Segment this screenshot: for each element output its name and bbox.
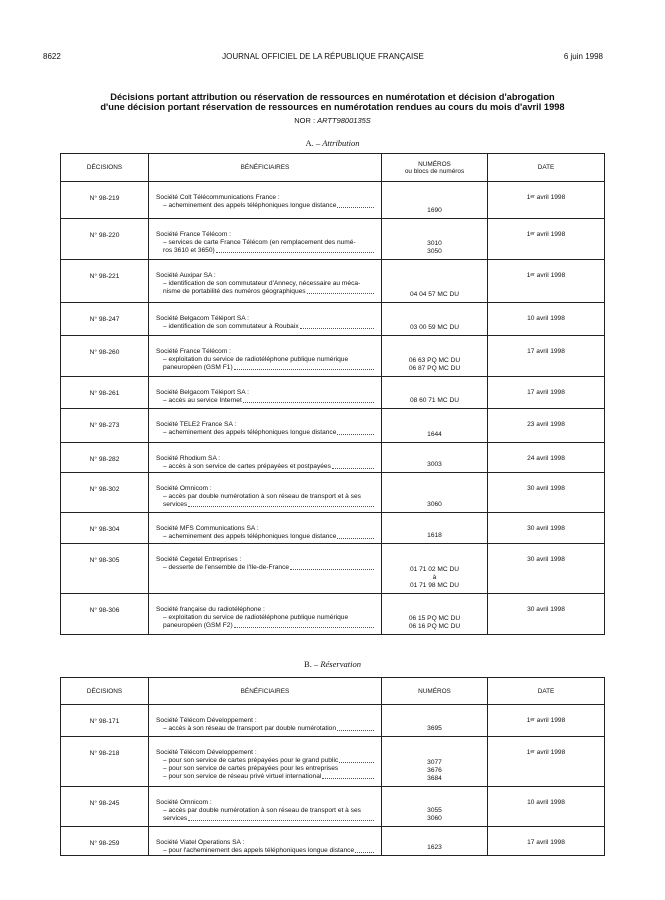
service-text: – accès par double numérotation à son réseau de transport et à ses xyxy=(163,807,361,814)
company-name: Société Télécom Développement : xyxy=(156,717,257,724)
numbers-cell xyxy=(382,737,488,787)
beneficiary-cell xyxy=(149,303,382,336)
service-item xyxy=(163,247,375,255)
numbers-cell xyxy=(382,303,488,336)
decision-date: 10 avril 1998 xyxy=(488,787,605,827)
dot-leader xyxy=(337,202,374,208)
numbers-list xyxy=(382,594,487,631)
dot-leader xyxy=(216,247,374,253)
service-item xyxy=(163,564,375,572)
col-decisions: DÉCISIONS xyxy=(61,154,149,182)
numbers-list xyxy=(382,336,487,373)
decision-number: N° 98-247 xyxy=(61,303,149,336)
beneficiary-cell xyxy=(149,737,382,787)
decision-number: N° 98-261 xyxy=(61,377,149,409)
section-a-label: A. – xyxy=(305,138,321,148)
number-value: 04 04 57 MC DU xyxy=(409,291,460,298)
section-a-heading xyxy=(60,138,605,148)
decision-number: N° 98-220 xyxy=(61,219,149,260)
dot-leader xyxy=(300,323,374,329)
service-item xyxy=(163,356,375,364)
service-text: paneuropéen (GSM F2) xyxy=(163,622,233,629)
decision-date: 17 avril 1998 xyxy=(488,336,605,377)
company-name: Société Cegetel Entreprises : xyxy=(156,556,242,563)
numbers-cell xyxy=(382,594,488,635)
title-line-1: Décisions portant attribution ou réservation de ressources en numérotation et décision d'abrogation xyxy=(110,92,555,102)
decision-date: 17 avril 1998 xyxy=(488,827,605,856)
service-item xyxy=(163,614,375,622)
service-text: – acheminement des appels téléphoniques longue distance xyxy=(163,202,337,209)
dot-leader xyxy=(290,564,374,570)
reservation-table xyxy=(60,677,605,856)
beneficiary-cell xyxy=(149,594,382,635)
service-text: – accès à son réseau de transport par double numérotation xyxy=(163,725,337,732)
service-text: – pour son service de cartes prépayées pour le grand public xyxy=(163,757,339,764)
service-text: paneuropéen (GSM F1) xyxy=(163,364,233,371)
number-value: 3055 xyxy=(427,807,442,814)
company-name: Société Omnicom : xyxy=(156,799,212,806)
title-line-2: d'une décision portant réservation de ressources en numérotation rendues au cours du mois d'avril 1998 xyxy=(100,102,565,112)
number-value: 01 71 02 MC DU xyxy=(409,566,460,573)
number-value: 3676 xyxy=(427,767,442,774)
number-value: 06 63 PQ MC DU xyxy=(408,357,461,364)
service-item xyxy=(163,397,375,405)
numbers-list xyxy=(382,377,487,405)
number-value: 3077 xyxy=(427,759,442,766)
decision-number: N° 98-219 xyxy=(61,182,149,219)
service-text: – exploitation du service de radiotéléphone publique numérique xyxy=(163,614,349,621)
table-row xyxy=(61,336,605,377)
dot-leader xyxy=(188,501,374,507)
section-a-title: Attribution xyxy=(322,138,360,148)
beneficiary-cell xyxy=(149,544,382,594)
beneficiary-cell xyxy=(149,219,382,260)
company-name: Société TELE2 France SA : xyxy=(156,421,237,428)
document-title xyxy=(60,92,605,112)
company-name: Société Rhodium SA : xyxy=(156,455,221,462)
service-item xyxy=(163,280,375,288)
numbers-cell xyxy=(382,473,488,513)
numbers-cell xyxy=(382,705,488,737)
numbers-cell xyxy=(382,544,488,594)
service-item xyxy=(163,429,375,437)
numbers-cell xyxy=(382,827,488,856)
dot-leader xyxy=(188,815,374,821)
numbers-list xyxy=(382,260,487,299)
decision-date: 1er avril 1998 xyxy=(488,182,605,219)
col-numeros: NUMÉROS xyxy=(382,678,488,705)
decision-date: 30 avril 1998 xyxy=(488,513,605,544)
company-name: Société France Télécom : xyxy=(156,348,232,355)
table-row xyxy=(61,443,605,473)
journal-title: JOURNAL OFFICIEL DE LA RÉPUBLIQUE FRANÇAISE xyxy=(222,52,424,61)
service-text: – pour l'acheminement des appels téléphoniques longue distance xyxy=(163,847,355,854)
service-text: – pour son service de cartes prépayées pour les entreprises xyxy=(163,765,339,772)
nor-label: NOR : xyxy=(294,116,316,125)
beneficiary-cell xyxy=(149,827,382,856)
decision-number: N° 98-221 xyxy=(61,260,149,303)
col-numeros xyxy=(382,154,488,182)
decision-date: 23 avril 1998 xyxy=(488,409,605,443)
dot-leader xyxy=(322,773,374,779)
numbers-list xyxy=(382,827,487,852)
service-text: – identification de son commutateur d'Annecy, nécessaire au méca- xyxy=(163,280,361,287)
table-row xyxy=(61,377,605,409)
service-item xyxy=(163,773,375,781)
table-row xyxy=(61,219,605,260)
decision-number: N° 98-282 xyxy=(61,443,149,473)
number-value: 1644 xyxy=(427,431,442,438)
number-value: 3684 xyxy=(427,775,442,782)
numbers-list xyxy=(382,473,487,509)
section-b-title: Réservation xyxy=(320,659,361,669)
number-value: 06 87 PQ MC DU xyxy=(408,365,461,372)
service-item xyxy=(163,847,375,855)
numbers-list xyxy=(382,787,487,823)
number-value: 06 15 PQ MC DU xyxy=(408,615,461,622)
decision-date: 17 avril 1998 xyxy=(488,377,605,409)
service-item xyxy=(163,288,375,296)
service-text: – desserte de l'ensemble de l'Ile-de-France xyxy=(163,564,290,571)
dot-leader xyxy=(337,429,374,435)
col-numeros-subtitle: ou blocs de numéros xyxy=(404,167,465,175)
number-value: 01 71 98 MC DU xyxy=(409,582,460,589)
number-value: 1618 xyxy=(427,532,442,539)
number-value: 08 60 71 MC DU xyxy=(409,397,460,404)
beneficiary-cell xyxy=(149,705,382,737)
service-item xyxy=(163,765,375,773)
numbers-cell xyxy=(382,787,488,827)
numbers-list xyxy=(382,409,487,439)
col-decisions: DÉCISIONS xyxy=(61,678,149,705)
number-value: 03 00 59 MC DU xyxy=(409,324,460,331)
beneficiary-cell xyxy=(149,336,382,377)
section-b-heading xyxy=(60,659,605,669)
col-beneficiaires: BÉNÉFICIAIRES xyxy=(149,154,382,182)
number-value: à xyxy=(432,574,437,581)
service-item xyxy=(163,364,375,372)
service-item xyxy=(163,239,375,247)
decision-date: 24 avril 1998 xyxy=(488,443,605,473)
decision-date: 30 avril 1998 xyxy=(488,594,605,635)
number-value: 3060 xyxy=(427,815,442,822)
numbers-list xyxy=(382,513,487,540)
attribution-table xyxy=(60,153,605,635)
beneficiary-cell xyxy=(149,513,382,544)
service-item xyxy=(163,323,375,331)
numbers-list xyxy=(382,544,487,590)
company-name: Société Omnicom : xyxy=(156,485,212,492)
number-value: 3050 xyxy=(427,248,442,255)
dot-leader xyxy=(234,622,374,628)
service-item xyxy=(163,493,375,501)
number-value: 1690 xyxy=(427,207,442,214)
service-text: – exploitation du service de radiotéléphone publique numérique xyxy=(163,356,349,363)
numbers-list xyxy=(382,443,487,469)
decision-date: 1er avril 1998 xyxy=(488,705,605,737)
page-number: 8622 xyxy=(43,52,61,61)
dot-leader xyxy=(337,725,374,731)
numbers-cell xyxy=(382,182,488,219)
decision-number: N° 98-260 xyxy=(61,336,149,377)
table-row xyxy=(61,787,605,827)
decision-number: N° 98-306 xyxy=(61,594,149,635)
service-text: – accès par double numérotation à son réseau de transport et à ses xyxy=(163,493,361,500)
numbers-cell xyxy=(382,336,488,377)
company-name: Société Auxipar SA : xyxy=(156,272,216,279)
table-row xyxy=(61,473,605,513)
number-value: 3003 xyxy=(427,461,442,468)
number-value: 1623 xyxy=(427,844,442,851)
company-name: Société Colt Télécommunications France : xyxy=(156,194,280,201)
service-text: services xyxy=(163,501,188,508)
table-header-row xyxy=(61,678,605,705)
decision-number: N° 98-302 xyxy=(61,473,149,513)
table-row xyxy=(61,737,605,787)
nor-value: ARTT9800135S xyxy=(317,116,371,125)
service-text: ros 3610 et 3650) xyxy=(163,247,215,254)
numbers-cell xyxy=(382,377,488,409)
beneficiary-cell xyxy=(149,260,382,303)
service-text: – accès au service Internet xyxy=(163,397,242,404)
dot-leader xyxy=(243,397,374,403)
beneficiary-cell xyxy=(149,787,382,827)
decision-date: 30 avril 1998 xyxy=(488,544,605,594)
decision-date: 10 avril 1998 xyxy=(488,303,605,336)
decision-number: N° 98-171 xyxy=(61,705,149,737)
service-text: – identification de son commutateur à Roubaix xyxy=(163,323,299,330)
decision-number: N° 98-305 xyxy=(61,544,149,594)
col-beneficiaires: BÉNÉFICIAIRES xyxy=(149,678,382,705)
table-row xyxy=(61,182,605,219)
service-item xyxy=(163,501,375,509)
page-header xyxy=(43,52,603,66)
number-value: 3695 xyxy=(427,725,442,732)
beneficiary-cell xyxy=(149,377,382,409)
decision-number: N° 98-304 xyxy=(61,513,149,544)
beneficiary-cell xyxy=(149,182,382,219)
service-text: – services de carte France Télécom (en remplacement des numé- xyxy=(163,239,356,246)
number-value: 3060 xyxy=(427,501,442,508)
company-name: Société MFS Communications SA : xyxy=(156,525,259,532)
decision-date: 1er avril 1998 xyxy=(488,737,605,787)
company-name: Société Belgacom Téléport SA : xyxy=(156,389,249,396)
nor-reference xyxy=(60,116,605,125)
dot-leader xyxy=(332,463,374,469)
service-text: – pour son service de réseau privé virtuel international xyxy=(163,773,322,780)
dot-leader xyxy=(234,364,374,370)
dot-leader xyxy=(339,757,374,763)
numbers-cell xyxy=(382,443,488,473)
col-numeros-title: NUMÉROS xyxy=(418,160,451,168)
number-value: 06 16 PQ MC DU xyxy=(408,623,461,630)
table-row xyxy=(61,544,605,594)
company-name: Société française du radiotéléphone : xyxy=(156,606,265,613)
issue-date: 6 juin 1998 xyxy=(563,52,603,61)
service-item xyxy=(163,757,375,765)
table-row xyxy=(61,409,605,443)
service-text: – acheminement des appels téléphoniques longue distance xyxy=(163,429,337,436)
beneficiary-cell xyxy=(149,409,382,443)
decision-number: N° 98-273 xyxy=(61,409,149,443)
company-name: Société Belgacom Téléport SA : xyxy=(156,315,249,322)
numbers-list xyxy=(382,219,487,256)
numbers-cell xyxy=(382,219,488,260)
beneficiary-cell xyxy=(149,473,382,513)
dot-leader xyxy=(307,288,374,294)
table-row xyxy=(61,303,605,336)
decision-date: 30 avril 1998 xyxy=(488,473,605,513)
numbers-cell xyxy=(382,409,488,443)
service-item xyxy=(163,725,375,733)
table-row xyxy=(61,705,605,737)
service-text: – accès à son service de cartes prépayées et postpayées xyxy=(163,463,331,470)
service-text: services xyxy=(163,815,188,822)
company-name: Société Viatel Operations SA : xyxy=(156,839,245,846)
decision-date: 1er avril 1998 xyxy=(488,260,605,303)
numbers-list xyxy=(382,182,487,215)
service-item xyxy=(163,622,375,630)
company-name: Société Télécom Développement : xyxy=(156,749,257,756)
decision-number: N° 98-245 xyxy=(61,787,149,827)
numbers-list xyxy=(382,303,487,332)
numbers-list xyxy=(382,705,487,733)
numbers-cell xyxy=(382,260,488,303)
table-row xyxy=(61,513,605,544)
service-text: nisme de portabilité des numéros géographiques xyxy=(163,288,306,295)
numbers-list xyxy=(382,737,487,783)
col-date: DATE xyxy=(488,678,605,705)
col-date: DATE xyxy=(488,154,605,182)
service-item xyxy=(163,807,375,815)
decision-date: 1er avril 1998 xyxy=(488,219,605,260)
company-name: Société France Télécom : xyxy=(156,231,232,238)
section-b-label: B. – xyxy=(304,659,319,669)
service-item xyxy=(163,533,375,541)
decision-number: N° 98-218 xyxy=(61,737,149,787)
dot-leader xyxy=(355,847,374,853)
number-value: 3010 xyxy=(427,240,442,247)
service-item xyxy=(163,202,375,210)
table-row xyxy=(61,260,605,303)
table-header-row xyxy=(61,154,605,182)
service-text: – acheminement des appels téléphoniques longue distance xyxy=(163,533,337,540)
dot-leader xyxy=(337,533,374,539)
table-row xyxy=(61,827,605,856)
numbers-cell xyxy=(382,513,488,544)
table-row xyxy=(61,594,605,635)
decision-number: N° 98-259 xyxy=(61,827,149,856)
beneficiary-cell xyxy=(149,443,382,473)
service-item xyxy=(163,815,375,823)
service-item xyxy=(163,463,375,471)
